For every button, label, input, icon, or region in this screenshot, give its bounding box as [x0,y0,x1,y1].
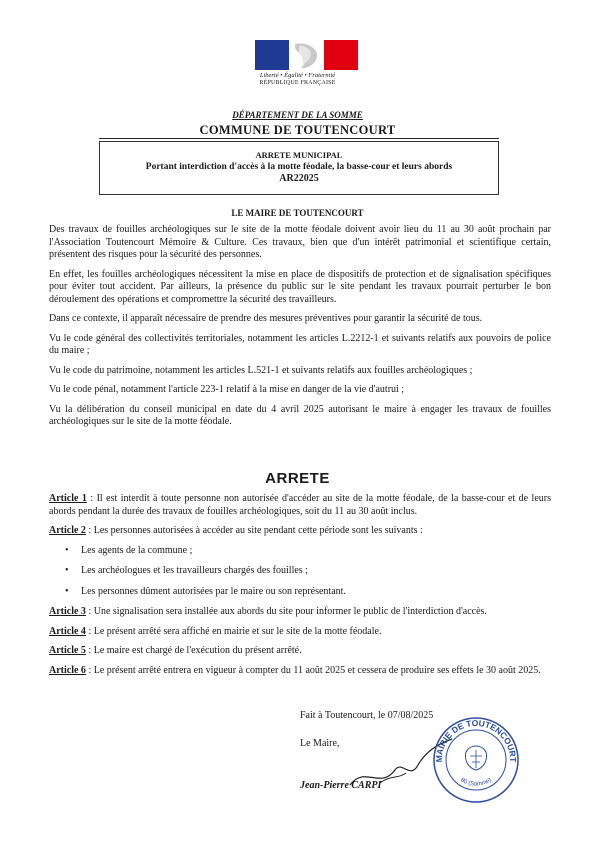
signatory-name: Jean-Pierre CARPI [300,780,382,791]
signatory-role: Le Maire, [300,738,340,749]
article-3 [49,606,551,619]
article-label: Article 5 [49,645,86,656]
preamble-paragraph: Des travaux de fouilles archéologiques sur le site de la motte féodale doivent avoir lieu du 11 au 30 août prochain par l'Association Toutencourt Mémoire & Culture. Ces travaux, bien que d'un intérêt patrimonial et scientifique certain, présentent des risques pour la sécurité des personnes. [49,224,551,260]
preamble-paragraph: Vu le code général des collectivités territoriales, notamment les articles L.2212-1 et suivants relatifs aux pouvoirs de police du maire ; [49,332,551,356]
document-kind: ARRETE MUNICIPAL [255,150,343,160]
mairie-stamp-icon [432,716,520,804]
preamble-paragraph: Vu le code du patrimoine, notamment les articles L.521-1 et suivants relatifs aux fouilles archéologiques ; [49,364,473,376]
article-text: : Le présent arrêté sera affiché en mairie et sur le site de la motte féodale. [85,625,382,637]
article-text: : Il est interdit à toute personne non autorisée d'accéder au site de la motte féodale, de la basse-cour et de leurs abords pendant la durée des travaux de fouilles archéologiques, soit du 11 au 30 août inclus. [49,493,551,517]
article-1 [49,493,551,518]
header-divider [99,138,499,139]
preamble-paragraph: Dans ce contexte, il apparaît nécessaire de prendre des mesures préventives pour garantir la sécurité de tous. [49,313,483,324]
article-label: Article 4 [49,625,86,637]
preamble-paragraph: En effet, les fouilles archéologiques nécessitent la mise en place de dispositifs de protection et de signalisation spécifiques pour éviter tout accident. Par ailleurs, la présence du public sur le site pendant les travaux pourrait perturber le bon déroulement des opérations et compromettre la sécurité des travailleurs. [49,268,551,305]
article-label: Article 3 [49,606,86,617]
article-2 [49,525,551,538]
article-label: Article 6 [49,664,86,676]
list-item: • Les agents de la commune ; [49,545,551,558]
title-box [99,141,499,195]
article-text: : Les personnes autorisées à accéder au site pendant cette période sont les suivants : [85,525,423,536]
article-4 [49,626,551,639]
list-item: • Les personnes dûment autorisées par le maire ou son représentant. [49,586,551,599]
articles [49,493,551,684]
preamble-paragraph: Vu le code pénal, notamment l'article 223-1 relatif à la mise en danger de la vie d'autrui ; [49,384,405,395]
stamp-subtext: 80 (Somme) [459,777,493,788]
arrete-heading: ARRETE [265,470,330,487]
department-heading: DÉPARTEMENT DE LA SOMME [232,110,363,120]
svg-text:80 (Somme) [459,777,492,787]
authority-heading: LE MAIRE DE TOUTENCOURT [231,208,364,218]
stamp-text: MAIRIE DE TOUTENCOURT [433,717,519,763]
article-5 [49,645,551,658]
article-6 [49,665,551,678]
article-label: Article 2 [49,525,86,536]
article-label: Article 1 [49,493,87,504]
list-item: • Les archéologues et les travailleurs chargés des fouilles ; [49,565,551,578]
republic-name: RÉPUBLIQUE FRANÇAISE [259,80,336,86]
document-subject: Portant interdiction d'accès à la motte féodale, la basse-cour et leurs abords [145,162,453,172]
document-reference: AR22025 [279,173,319,184]
place-date: Fait à Toutencourt, le 07/08/2025 [300,710,434,721]
preamble-paragraph: Vu la délibération du conseil municipal en date du 4 avril 2025 autorisant le maire à engager les travaux de fouilles archéologiques sur le site de la motte féodale. [49,403,551,427]
article-text: : Le présent arrêté entrera en vigueur à compter du 11 août 2025 et cessera de produire ses effets le 30 août 2025. [85,664,541,676]
article-text: : Une signalisation sera installée aux abords du site pour informer le public de l'interdiction d'accès. [85,606,487,617]
commune-heading: COMMUNE DE TOUTENCOURT [199,123,396,137]
article-text: : Le maire est chargé de l'exécution du présent arrêté. [85,645,302,656]
marianne-logo [255,40,358,70]
republic-motto: Liberté • Égalité • Fraternité [259,72,336,79]
preamble [49,224,551,436]
